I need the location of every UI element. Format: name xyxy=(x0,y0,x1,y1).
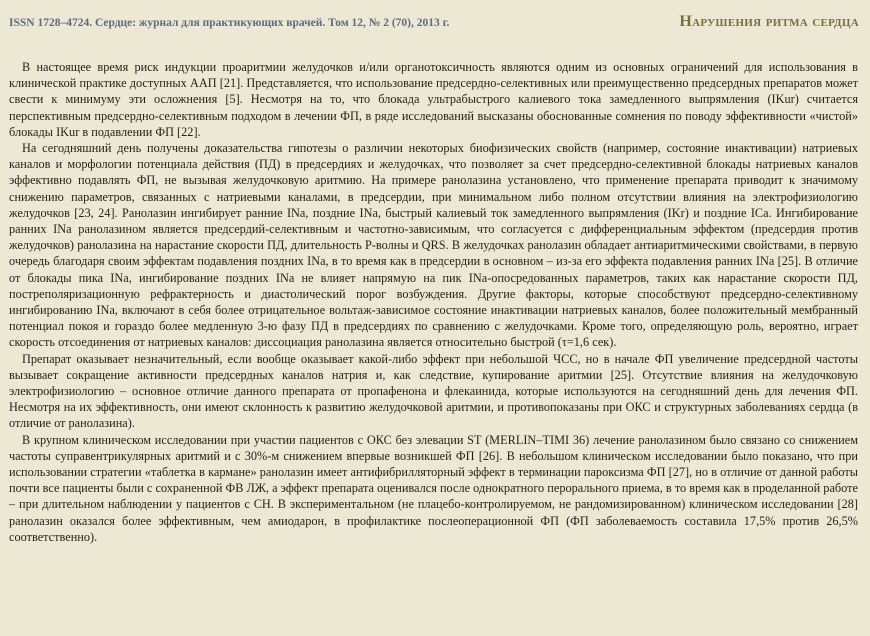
paragraph: На сегодняшний день получены доказательства гипотезы о различии некоторых биофизических свойств (например, состояние инактивации) натриевых каналов и морфологии потенциала действия (ПД) в предсердиях и желудочках, что позволяет за счет предсердно-селективной блокады натриевых каналов эффективно подавлять ФП, не вызывая желудочковую аритмию. На примере ранолазина установлено, что применение препарата приводит к значимому снижению параметров, связанных с натриевыми каналами, в предсердии, при минимальном либо полном отсутствии влияния на электрофизиологию желудочков [23, 24]. Ранолазин ингибирует ранние INa, поздние INa, быстрый калиевый ток замедленного выпрямления (IKr) и поздние ICa. Ингибирование ранних INa ранолазином является предсердий-селективным и частотно-зависимым, что согласуется с дифференциальным эффектом (предсердия против желудочков) ранолазина на нарастание скорости ПД, длительность P-волны и QRS. В желудочках ранолазин обладает антиаритмическими свойствами, в первую очередь благодаря своим эффектам подавления поздних INa, в то время как в предсердии в основном – из-за его эффекта подавления ранних INa [25]. В отличие от блокады пика INa, ингибирование поздних INa не влияет напрямую на пик INa-опосредованных параметров, таких как нарастание скорости ПД, постреполяризационную рефрактерность и диастолический порог возбуждения. Другие факторы, которые способствуют предсердно-селективному ингибированию INa, включают в себя более отрицательное вольтаж-зависимое состояние инактивации натриевых каналов, более положительный мембранный потенциал покоя и гораздо более медленную 3-ю фазу ПД в предсердиях по сравнению с желудочками. Кроме того, определяющую роль, вероятно, играет скорость отсоединения от натриевых каналов: диссоциация ранолазина является относительно быстрой (τ=1,6 сек). xyxy=(9,141,858,350)
paragraph: В настоящее время риск индукции проаритмии желудочков и/или органотоксичность являются одним из основных ограничений для использования в клинической практике доступных ААП [21]. Представляется, что использование предсердно-селективных или преимущественно предсердных препаратов может свести к минимуму эти осложнения [5]. Несмотря на то, что блокада ультрабыстрого калиевого тока замедленного выпрямления (IKur) считается перспективным предсердно-селективным подходом в лечении ФП, в ряде исследований высказаны обоснованные сомнения по поводу эффективности «чистой» блокады IKur в подавлении ФП [22]. xyxy=(9,60,858,139)
article-body xyxy=(9,59,858,545)
journal-citation: ISSN 1728–4724. Сердце: журнал для практикующих врачей. Том 12, № 2 (70), 2013 г. xyxy=(9,17,450,29)
paragraph: Препарат оказывает незначительный, если вообще оказывает какой-либо эффект при небольшой ЧСС, но в начале ФП увеличение предсердной частоты вызывает сокращение активности предсердных каналов натрия и, как следствие, купирование аритмии [25]. Отсутствие влияния на желудочковую электрофизиологию – основное отличие данного препарата от пропафенона и флекаинида, которые используются на сегодняшний день для лечения ФП. Несмотря на их эффективность, они имеют склонность к развитию желудочковой аритмии, и противопоказаны при ОКС и структурных заболеваниях сердца (в отличие от ранолазина). xyxy=(9,351,858,431)
page-header xyxy=(0,0,870,40)
section-title: Нарушения ритма сердца xyxy=(679,13,859,30)
paragraph: В крупном клиническом исследовании при участии пациентов с ОКС без элевации ST (MERLIN–TIMI 36) лечение ранолазином было связано со снижением частоты суправентрикулярных аритмий и с 30%-м снижением впервые возникшей ФП [26]. В небольшом клиническом исследовании было показано, что при использовании стратегии «таблетка в кармане» ранолазин имеет антифибрилляторный эффект в терминации пароксизма ФП [27], но в отличие от данной работы почти все пациенты были с сохраненной ФВ ЛЖ, а эффект препарата оценивался после однократного перорального приема, в то время как в проделанной работе – при длительном наблюдении у пациентов с СН. В экспериментальном (не плацебо-контролируемом, не рандомизированном) клиническом исследовании [28] ранолазин оказался более эффективным, чем амиодарон, в профилактике послеоперационной ФП (ФП заболеваемость составила 17,5% против 26,5% соответственно). xyxy=(9,432,858,544)
